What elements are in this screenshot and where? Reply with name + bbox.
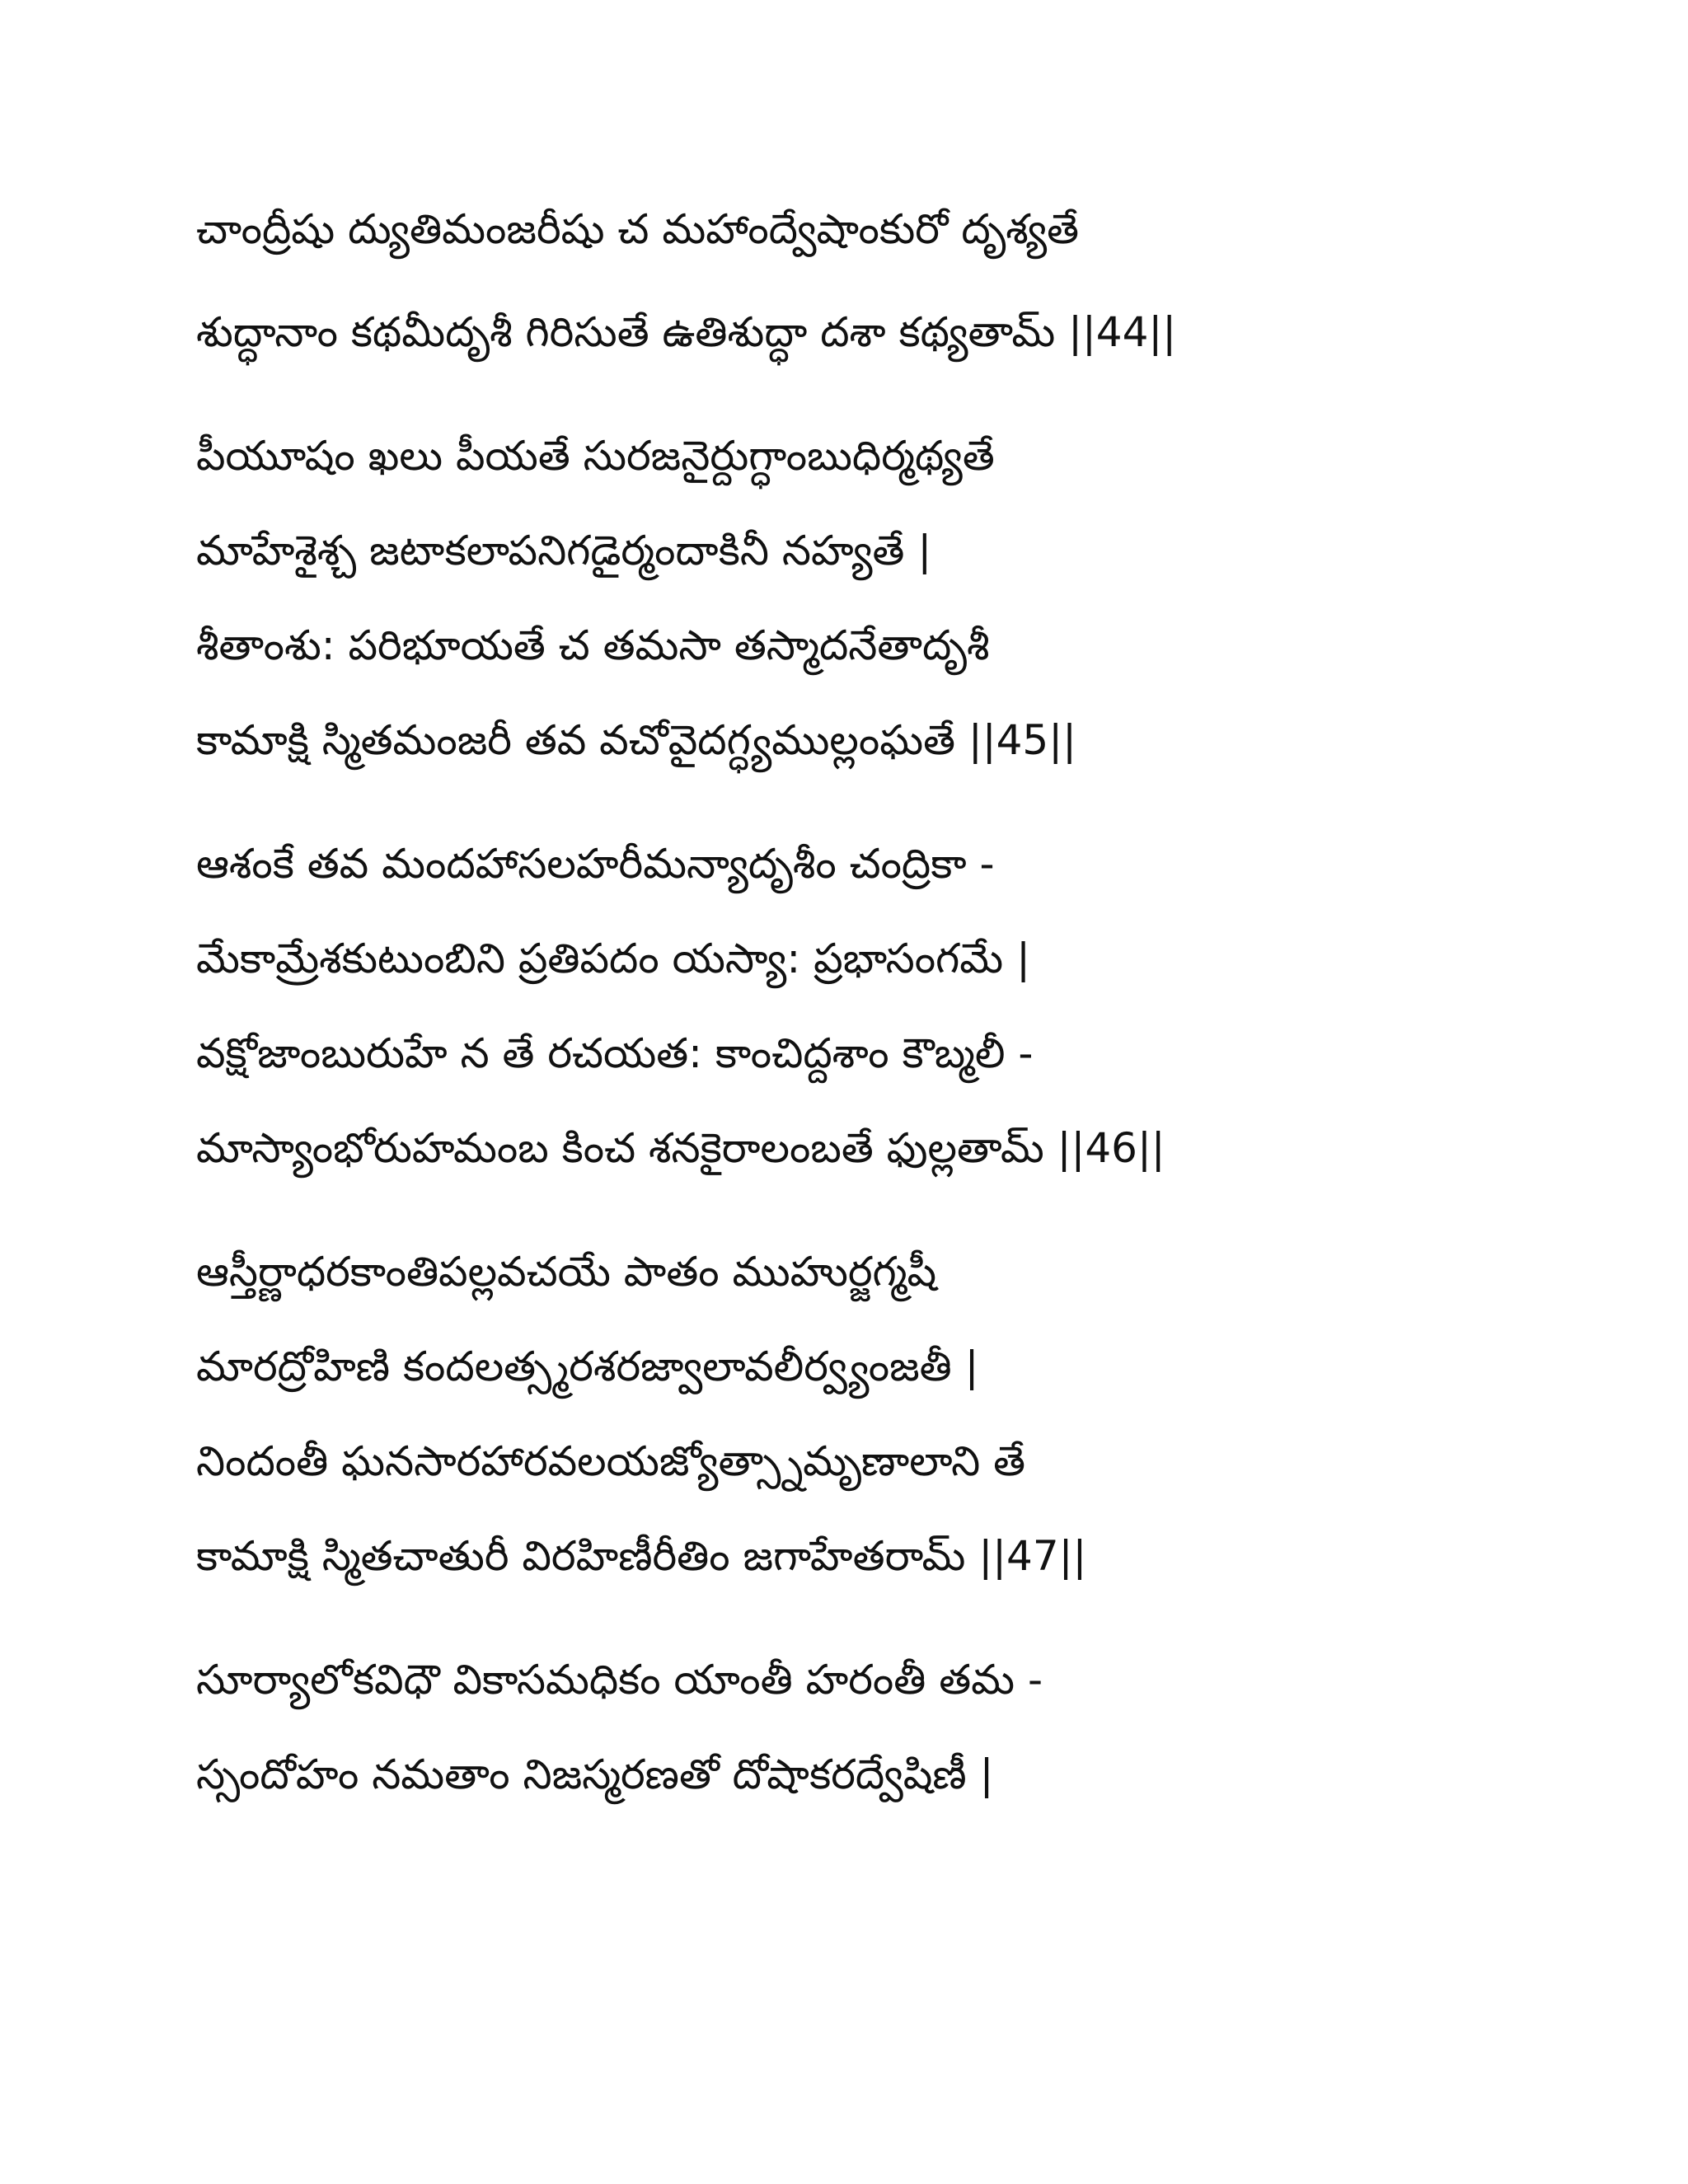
verse-line: కామాక్షి స్మితచాతురీ విరహిణీరీతిం జగాహేతరామ్ ||47|| [196, 1532, 1087, 1580]
verse-line: సూర్యాలోకవిధౌ వికాసమధికం యాంతీ హరంతీ తమ - [196, 1656, 1043, 1704]
verse-line: కామాక్షి స్మితమంజరీ తవ వచోవైదగ్ధ్యముల్లంఘతే ||45|| [196, 716, 1076, 764]
verse-line: శీతాంశు: పరిభూయతే చ తమసా తస్మాదనేతాదృశీ [196, 621, 990, 669]
verse-line: ఆస్తీర్ణాధరకాంతిపల్లవచయే పాతం ముహుర్జగ్మషీ [196, 1248, 937, 1296]
verse-line: ఆశంకే తవ మందహాసలహరీమన్యాదృశీం చంద్రికా - [196, 840, 995, 888]
verse-line: మాస్యాంభోరుహమంబ కించ శనకైరాలంబతే ఫుల్లతామ్ ||46|| [196, 1124, 1165, 1172]
verse-line: స్సందోహం నమతాం నిజస్మరణతో దోషాకరద్వేషిణీ | [196, 1750, 994, 1798]
verse-line: శుద్ధానాం కథమీదృశీ గిరిసుతే ఉతిశుద్ధా దశా కథ్యతామ్ ||44|| [196, 308, 1177, 356]
verse-line: మారద్రోహిణి కందలత్స్మరశరజ్వాలావలీర్వ్యంజతీ | [196, 1343, 979, 1390]
verse-line: చాంద్రీషు ద్యుతిమంజరీషు చ మహాంద్వేషాంకురో దృశ్యతే [196, 205, 1080, 253]
verse-line: నిందంతీ ఘనసారహారవలయజ్యోత్స్నామృణాలాని తే [196, 1437, 1025, 1485]
verse-line: మాహేశైశ్చ జటాకలాపనిగడైర్మందాకినీ నహ్యతే | [196, 527, 932, 574]
verse-line: మేకామ్రేశకుటుంబిని ప్రతిపదం యస్యా: ప్రభాసంగమే | [196, 935, 1030, 982]
verse-line: పీయూషం ఖలు పీయతే సురజనైర్దుగ్ధాంబుధిర్మథ్యతే [196, 432, 995, 480]
verse-line: వక్షోజాంబురుహే న తే రచయత: కాంచిద్దశాం కౌబ్మలీ - [196, 1029, 1034, 1077]
